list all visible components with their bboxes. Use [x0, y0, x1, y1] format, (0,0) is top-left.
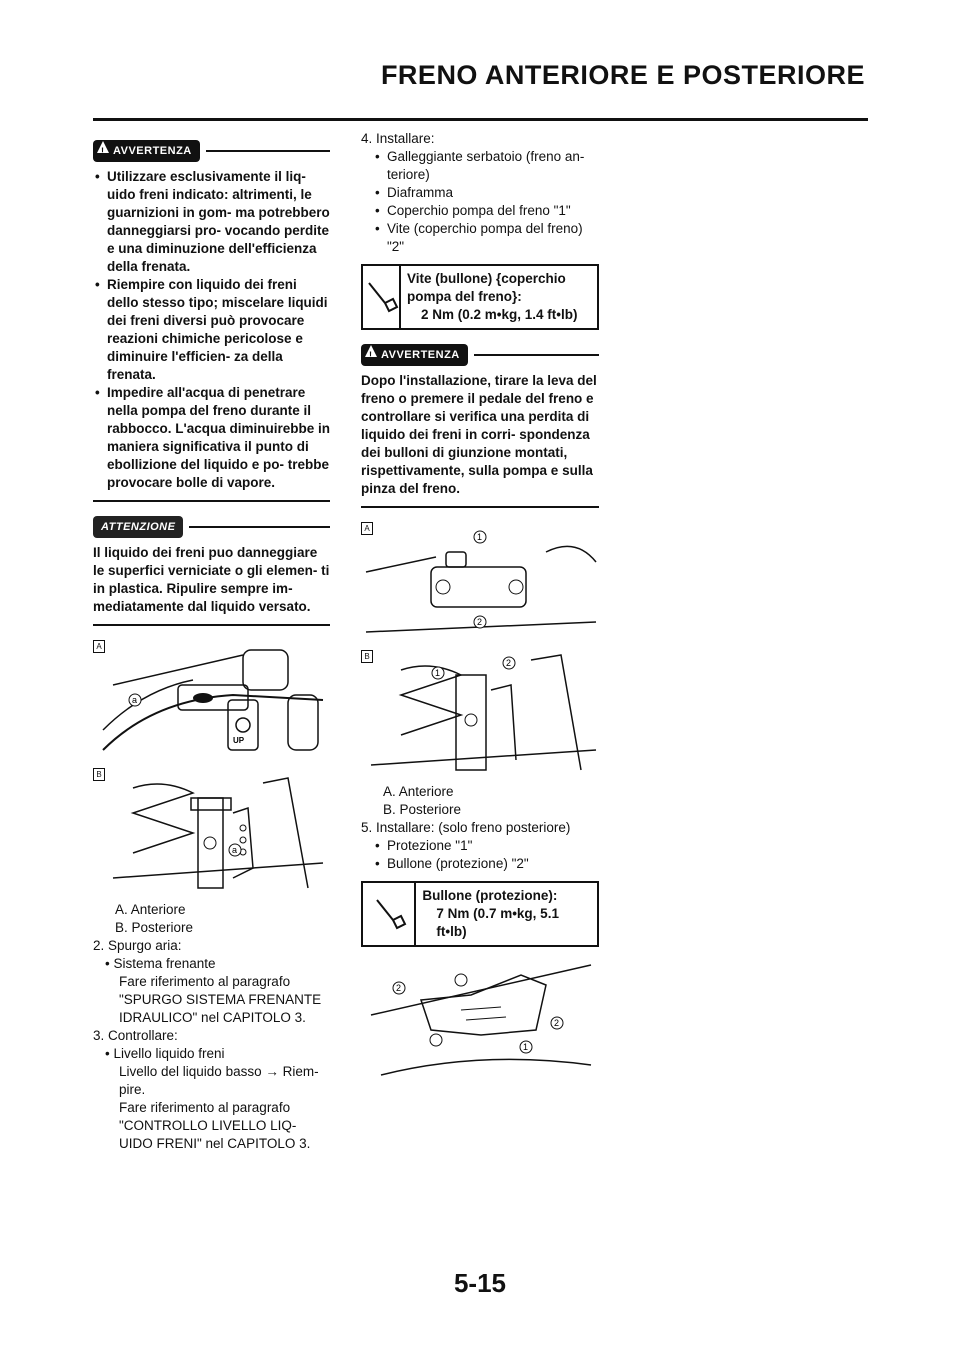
svg-text:1: 1 [435, 668, 441, 678]
left-column [93, 140, 330, 1153]
figure-rear-cover [361, 650, 599, 775]
step-3-item: • Livello liquido freni [105, 1046, 225, 1061]
step-5-item: • Bullone (protezione) "2" [373, 855, 599, 873]
svg-text:a: a [232, 845, 238, 855]
caution-header [93, 516, 330, 538]
legend-front: A. Anteriore [115, 902, 186, 917]
warning-header [361, 344, 599, 366]
step-2: 2. Spurgo aria: [93, 938, 182, 953]
header-rule [93, 118, 868, 121]
figure-front-master-cylinder [93, 640, 330, 760]
step-3: 3. Controllare: [93, 1028, 178, 1043]
svg-text:2: 2 [477, 617, 483, 627]
front-cover-illustration [361, 522, 599, 642]
step-4-item: • Galleggiante serbatoio (freno an- teriore) [373, 148, 599, 184]
figure-label: A [361, 522, 373, 535]
step-4-item: • Diaframma [373, 184, 599, 202]
rear-cover-illustration [361, 650, 599, 775]
torque-value: 2 Nm (0.2 m•kg, 1.4 ft•lb) [421, 307, 578, 322]
legend-rear: B. Posteriore [383, 802, 462, 817]
warning-icon [97, 141, 109, 153]
figure-label: B [93, 768, 105, 781]
page-title: FRENO ANTERIORE E POSTERIORE [380, 60, 865, 90]
figure-label: B [361, 650, 373, 663]
warning-badge: ! AVVERTENZA [361, 344, 468, 366]
torque-value: 7 Nm (0.7 m•kg, 5.1 ft•lb) [436, 906, 559, 939]
torque-label: Bullone (protezione): [422, 888, 558, 903]
caution-badge: ATTENZIONE [93, 516, 183, 538]
figure-rear-master-cylinder [93, 768, 330, 893]
step-4-item: • Coperchio pompa del freno "1" [373, 202, 599, 220]
figure-label: A [93, 640, 105, 653]
warning-badge: ! AVVERTENZA [93, 140, 200, 162]
svg-text:1: 1 [523, 1042, 529, 1052]
step-2-text: Fare riferimento al paragrafo "SPURGO SISTEMA FRENANTE IDRAULICO" nel CAPITOLO 3. [119, 974, 322, 1025]
right-column [361, 130, 599, 1093]
step-5-item: • Protezione "1" [373, 837, 599, 855]
page-number: 5-15 [453, 1268, 507, 1298]
svg-text:UP: UP [233, 736, 245, 745]
rear-guard-illustration [361, 955, 599, 1085]
wrench-icon [363, 883, 416, 945]
step-3-text: Livello del liquido basso → Riem- pire. [119, 1064, 319, 1097]
warning-text: Dopo l'installazione, tirare la leva del freno o premere il pedale del freno e controllare si verifica una perdita di liquido dei freni in corri- spondenza dei bulloni di giunzione montati, rispettivamente, sulla pompa e sulla pinza del freno. [361, 373, 597, 496]
wrench-icon [363, 266, 401, 328]
figure-front-cover [361, 522, 599, 642]
warning-item: • Utilizzare esclusivamente il liq- uido freni indicato: altrimenti, le guarnizioni in gom- ma potrebbero danneggiarsi pro- vocando perdite e una diminuzione dell'efficienza della frenata. [93, 168, 330, 276]
step-4-list [361, 148, 599, 256]
legend-rear: B. Posteriore [115, 920, 194, 935]
figure-rear-guard [361, 955, 599, 1085]
torque-box [361, 264, 599, 330]
svg-text:a: a [132, 695, 138, 705]
caution-text: Il liquido dei freni puo danneggiare le superfici verniciate o gli elemen- ti in plastica. Ripulire sempre im- mediatamente dal liquido versato. [93, 545, 330, 614]
svg-text:1: 1 [477, 532, 483, 542]
step-5: 5. Installare: (solo freno posteriore) [361, 820, 571, 835]
torque-label: Vite (bullone) {coperchio pompa del freno}: [407, 271, 566, 304]
step-4: 4. Installare: [361, 131, 435, 146]
divider [93, 500, 330, 502]
svg-text:2: 2 [396, 983, 402, 993]
warning-item: • Riempire con liquido dei freni dello stesso tipo; miscelare liquidi dei freni diversi può provocare reazioni chimiche pericolose e diminuire l'efficien- za della frenata. [93, 276, 330, 384]
warning-item: • Impedire all'acqua di penetrare nella pompa del freno durante il rabbocco. L'acqua diminuirebbe in maniera significativa il punto di ebollizione del liquido e po- trebbe provocare bolle di vapore. [93, 384, 330, 492]
front-brake-illustration [93, 640, 330, 760]
legend-front: A. Anteriore [383, 784, 454, 799]
step-4-item: • Vite (coperchio pompa del freno) "2" [373, 220, 599, 256]
step-3-text-ref: Fare riferimento al paragrafo "CONTROLLO LIVELLO LIQ- UIDO FRENI" nel CAPITOLO 3. [119, 1100, 311, 1151]
rear-brake-illustration [93, 768, 330, 893]
step-5-list [361, 837, 599, 873]
svg-text:2: 2 [506, 658, 512, 668]
warning-list [93, 168, 330, 492]
divider [361, 506, 599, 508]
warning-icon [365, 345, 377, 357]
step-2-item: • Sistema frenante [105, 956, 216, 971]
svg-text:2: 2 [554, 1018, 560, 1028]
divider [93, 624, 330, 626]
warning-header [93, 140, 330, 162]
torque-box [361, 881, 599, 947]
